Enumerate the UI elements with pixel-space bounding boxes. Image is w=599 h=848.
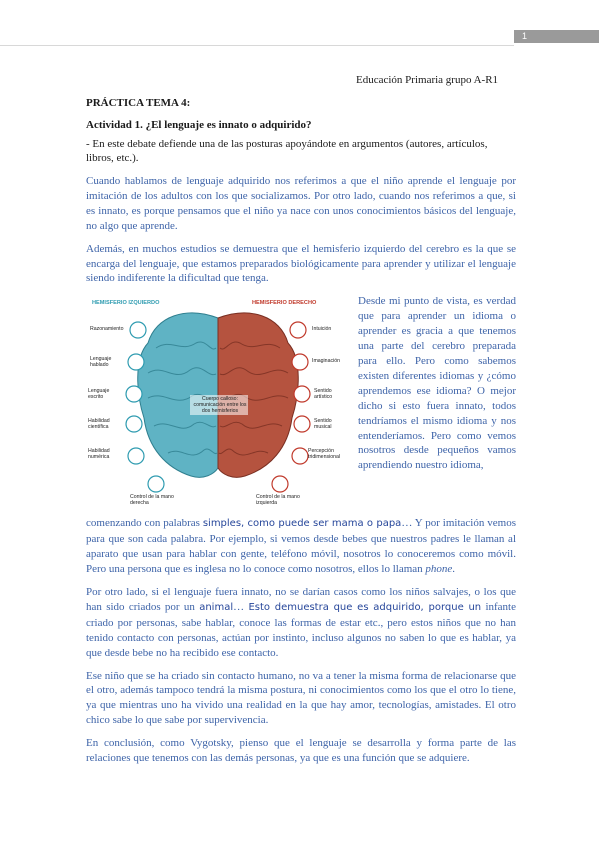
figure-center-label: Cuerpo calloso: comunicación entre los dos hemisferios bbox=[193, 396, 247, 415]
handwritten-phrase-3: Esto demuestra que es adquirido, porque un bbox=[248, 601, 482, 613]
paragraph-4 bbox=[86, 585, 516, 661]
paragraph-3-part-b: … Y por imitación vemos para que son cada palabra. Por ejemplo, si vemos desde bebes que nuestros padres le llaman al aparato que usan para hablar con gente, teléfono móvil, nosotros lo conoceremos como móvil. Pero una persona que es inglesa no lo conoce como nosotros, ellos lo llaman bbox=[86, 517, 516, 576]
paragraph-3 bbox=[86, 516, 516, 577]
figure-label-right-3: Sentido artístico bbox=[314, 388, 333, 401]
paragraph-2: Además, en muchos estudios se demuestra que el hemisferio izquierdo del cerebro es la que se encarga del lenguaje, que estamos preparados biológicamente para aprender y utilizar el lenguaje siendo indiferente la dificultad que tenga. bbox=[86, 242, 516, 285]
figure-label-left-5: Habilidad numérica bbox=[88, 448, 110, 461]
figure-label-left-6: Control de la mano derecha bbox=[130, 494, 174, 507]
figure-left-heading: HEMISFERIO IZQUIERDO bbox=[92, 300, 160, 307]
figure-label-right-6: Control de la mano izquierda bbox=[256, 494, 300, 507]
figure-label-right-1: Intuición bbox=[312, 326, 332, 333]
figure-label-right-2: Imaginación bbox=[312, 358, 340, 365]
handwritten-phrase-1: simples, como puede ser mama o papa bbox=[202, 518, 402, 530]
document-body bbox=[86, 97, 516, 774]
figure-label-left-4: Habilidad científica bbox=[88, 418, 110, 431]
header-rule bbox=[0, 45, 514, 46]
paragraph-3-wrapped: Desde mi punto de vista, es verdad que para aprender un idioma o aprender es gracia a que tenemos una parte del cerebro preparada para ello. Pero como sabemos existen diferentes idiomas y ¿cómo aprendemos ese idioma? O mejor dicho si esto fuera innato, todos tendríamos el mismo idioma y nos entenderíamos. Pero como vemos nosotros desde pequeños vamos aprendiendo nuestro idioma, bbox=[358, 295, 516, 472]
paragraph-4-part-c: infante criado por personas, sabe hablar, conoce las formas de estar etc., pero estos niños que no han tenido contacto con personas, actúan por instinto, incluso algunos no saben lo que es hablar, ya que desde bebe no ha recibido ese contacto. bbox=[86, 600, 516, 659]
figure-label-left-1: Razonamiento bbox=[90, 326, 124, 333]
paragraph-4-part-b: … bbox=[233, 600, 249, 613]
handwritten-phrase-2: animal bbox=[199, 601, 234, 613]
page-number: 1 bbox=[522, 31, 528, 41]
figure-label-right-4: Sentido musical bbox=[314, 418, 332, 431]
paragraph-1: Cuando hablamos de lenguaje adquirido nos referimos a que el niño aprende el lenguaje por imitación de los adultos con los que socializamos. Por otro lado, cuando nos referimos a que, si es innato, es porque pensamos que el niño ya nace con unos conocimientos básicos del lenguaje, no algo que aprende. bbox=[86, 175, 516, 232]
paragraph-4-part-a: Por otro lado, si el lenguaje fuera innato, no se darían casos como los niños salvajes, o los que han sido criados por un bbox=[86, 585, 516, 613]
page-number-bar bbox=[514, 30, 599, 43]
paragraph-3-italic: phone bbox=[425, 563, 453, 576]
figure-label-left-3: Lenguaje escrito bbox=[88, 388, 110, 401]
figure-right-heading: HEMISFERIO DERECHO bbox=[252, 300, 317, 307]
brain-hemispheres-figure bbox=[86, 298, 350, 512]
paragraph-6: En conclusión, como Vygotsky, pienso que el lenguaje se desarrolla y forma parte de las relaciones que tenemos con las demás personas, ya que es una función que se adquiere. bbox=[86, 737, 516, 765]
paragraph-3-part-c: . bbox=[452, 563, 456, 576]
paragraph-5: Ese niño que se ha criado sin contacto humano, no va a tener la misma forma de relacionarse que el otro, además tampoco tendrá la misma postura, ni conocimientos como los que el otro lo tiene, ya que mientras uno ha vivido una realidad en la que hay amor, tecnologías, amistades. El otro chico sabe lo que sabe por supervivencia. bbox=[86, 669, 516, 727]
instruction: - En este debate defiende una de las posturas apoyándote en argumentos (autores, artículos, libros, etc.). bbox=[86, 138, 488, 164]
activity-title: Actividad 1. ¿El lenguaje es innato o adquirido? bbox=[86, 119, 312, 131]
document-header: Educación Primaria grupo A-R1 bbox=[356, 74, 499, 86]
practice-title: PRÁCTICA TEMA 4: bbox=[86, 97, 191, 109]
figure-label-right-5: Percepción tridimensional bbox=[308, 448, 341, 461]
figure-label-left-2: Lenguaje hablado bbox=[90, 356, 112, 369]
paragraph-3-part-a: comenzando con palabras bbox=[86, 517, 203, 530]
